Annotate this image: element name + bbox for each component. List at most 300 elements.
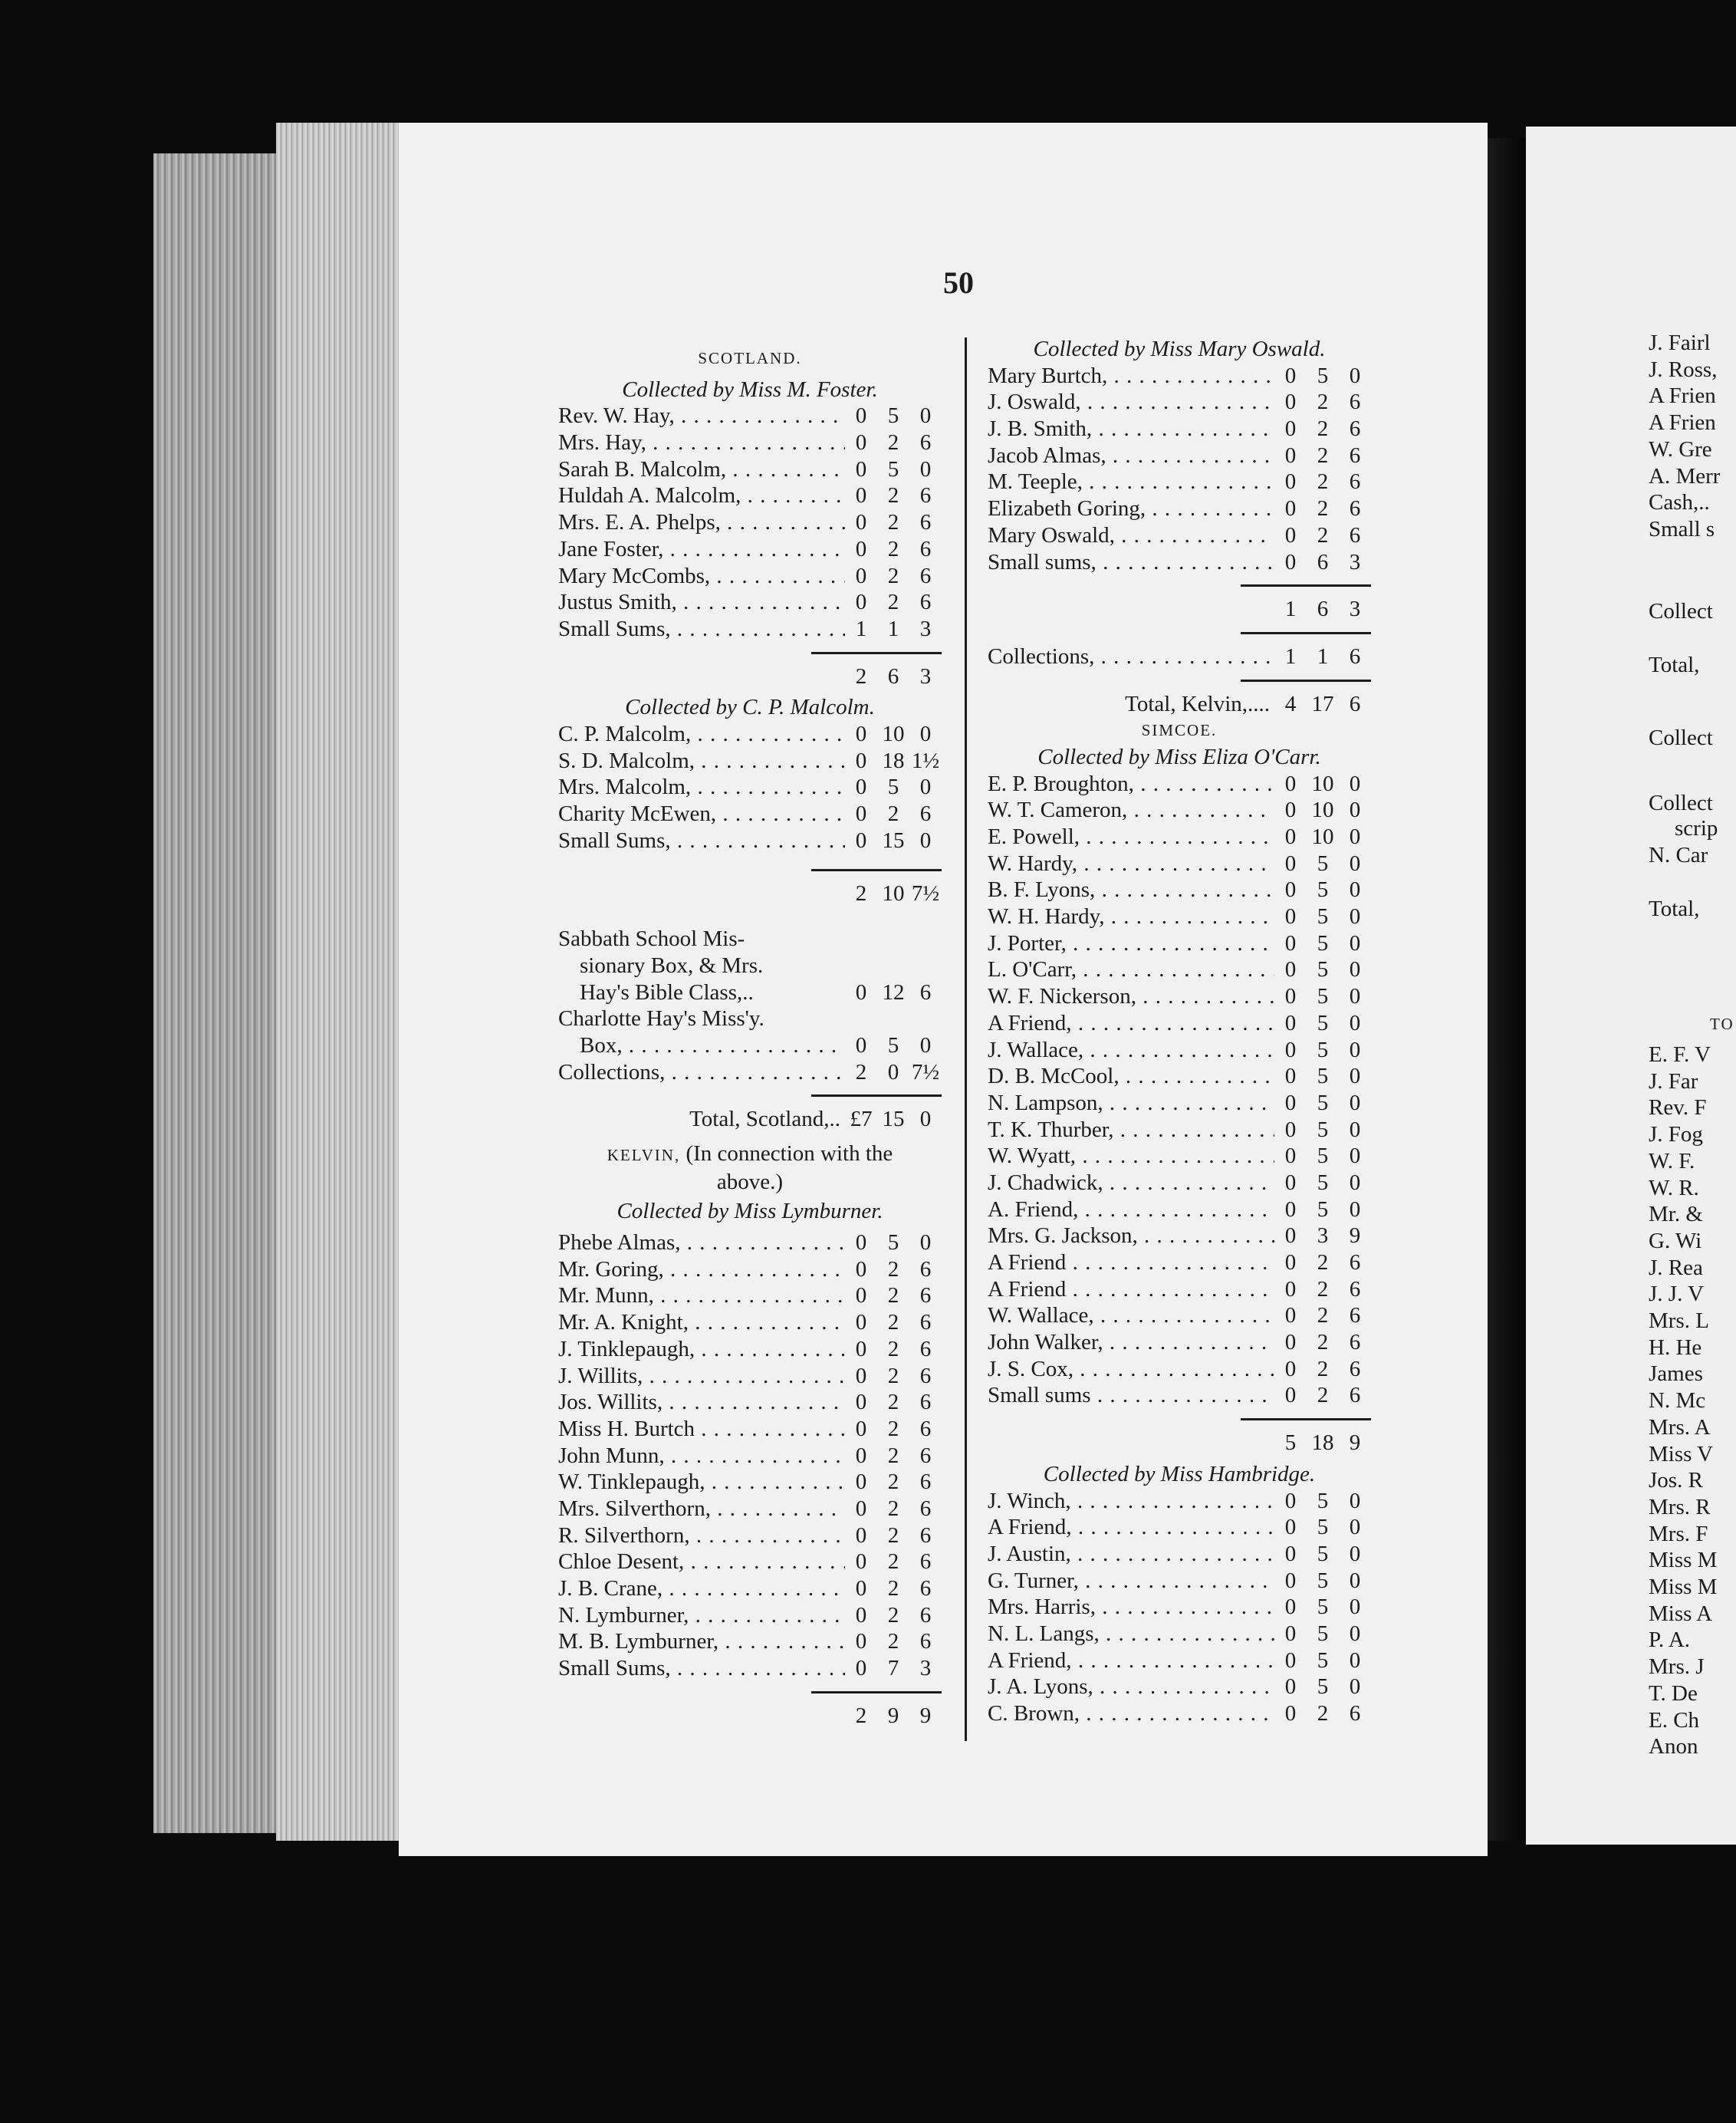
amount-l: 0 [855, 748, 867, 773]
contributor-name: A. Friend, . . . [988, 1196, 1274, 1223]
amount-l: 0 [855, 1230, 867, 1256]
entry-row [988, 1302, 1371, 1329]
cut-off-entry: A Frien [1649, 410, 1716, 436]
contributor-name: Mary Oswald, . . . [988, 522, 1274, 549]
amount-d: 0 [1349, 825, 1361, 850]
amount-s: 5 [1317, 1515, 1329, 1540]
amount-s: 2 [887, 1576, 899, 1601]
contributor-name: Sarah B. Malcolm, . . . [558, 456, 845, 483]
cut-off-entry: E. F. V [1649, 1042, 1711, 1067]
sabbath-school-entry: Sabbath School Mis- sionary Box, & Mrs. Hay's Bible Class,.. 0 12 6 [558, 927, 932, 1005]
entry-row [988, 389, 1371, 416]
collector-heading-foster: Collected by Miss M. Foster. [622, 377, 878, 402]
oswald-subtotal: 1 6 3 [1284, 597, 1361, 622]
right-collect-3: Collect [1649, 791, 1713, 815]
cut-off-entry: J. Rea [1649, 1255, 1703, 1280]
hambridge-list [988, 1488, 1371, 1727]
amount-s: 15 [882, 828, 905, 853]
entry-row [988, 983, 1371, 1010]
amount-l: 0 [1284, 469, 1297, 495]
subtotal-rule [811, 869, 942, 874]
amount-d: 6 [1349, 1276, 1361, 1302]
entry-row [558, 563, 942, 590]
amount-d: 0 [1349, 957, 1361, 983]
cut-off-entry: Miss A [1649, 1601, 1713, 1626]
entry-row [558, 1309, 942, 1336]
amount-d: 6 [919, 1283, 932, 1308]
cut-off-entry: N. Mc [1649, 1388, 1706, 1414]
right-collect-2: Collect [1649, 726, 1713, 750]
entry-row [558, 1256, 942, 1283]
contributor-name: Mr. Munn, . . . [558, 1282, 845, 1309]
contributor-name: J. Oswald, . . . [988, 389, 1274, 416]
amount-s: 2 [887, 1310, 899, 1335]
amount-s: 2 [887, 590, 899, 615]
amount-d: 0 [1349, 798, 1361, 823]
amount-d: 0 [1349, 1010, 1361, 1035]
total-rule [1241, 680, 1371, 685]
contributor-name: Jane Foster, . . . [558, 536, 845, 563]
contributor-name: G. Turner, . . . [988, 1568, 1274, 1595]
entry-row [988, 1063, 1371, 1090]
contributor-name: Miss H. Burtch . . . [558, 1416, 845, 1443]
amount-d: 3 [1349, 549, 1361, 574]
entry-row [988, 495, 1371, 522]
entry-row [558, 589, 942, 616]
entry-row [988, 1010, 1371, 1037]
amount-l: 0 [855, 1602, 867, 1628]
cut-off-entry: Mrs. J [1649, 1654, 1705, 1680]
amount-s: 5 [1317, 1196, 1329, 1222]
amount-s: 5 [1317, 1064, 1329, 1089]
contributor-name: W. F. Nickerson, . . . [988, 983, 1274, 1010]
amount-l: 0 [1284, 1330, 1297, 1355]
amount-s: 6 [1317, 549, 1329, 574]
amount-s: 2 [887, 1283, 899, 1308]
amount-l: 0 [1284, 1674, 1297, 1700]
contributor-name: Jos. Willits, . . . [558, 1389, 845, 1416]
entry-row [988, 363, 1371, 390]
amount-d: 0 [919, 456, 932, 482]
amount-s: 2 [887, 1629, 899, 1654]
entry-row [988, 1514, 1371, 1541]
cut-off-entry: Miss V [1649, 1441, 1714, 1466]
contributor-name: Small Sums, . . . [558, 1655, 845, 1682]
contributor-name: L. O'Carr, . . . [988, 956, 1274, 983]
entry-row [558, 509, 942, 536]
cut-off-entry: Miss M [1649, 1575, 1718, 1600]
entry-row [558, 1575, 942, 1602]
contributor-name: Justus Smith, . . . [558, 589, 845, 616]
amount-s: 2 [887, 1390, 899, 1415]
amount-d: 0 [1349, 904, 1361, 930]
amount-l: 0 [1284, 957, 1297, 983]
amount-l: 0 [855, 483, 867, 509]
amount-s: 2 [1317, 1383, 1329, 1408]
cut-off-entry: Mrs. A [1649, 1414, 1711, 1440]
right-collect-1: Collect [1649, 599, 1713, 624]
amount-l: 0 [855, 1310, 867, 1335]
foster-subtotal: 2 6 3 [855, 663, 932, 689]
contributor-name: Mrs. E. A. Phelps, . . . [558, 509, 845, 536]
amount-s: 2 [887, 1363, 899, 1388]
amount-l: 0 [1284, 1010, 1297, 1035]
entry-row [558, 1522, 942, 1549]
amount-l: 0 [855, 801, 867, 827]
cut-off-entry: J. Far [1649, 1068, 1698, 1094]
amount-l: 1 [855, 616, 867, 641]
amount-s: 10 [1311, 771, 1334, 796]
amount-d: 6 [1349, 1330, 1361, 1355]
contributor-name: Mary Burtch, . . . [988, 363, 1274, 390]
entry-row [558, 1389, 942, 1416]
amount-s: 2 [1317, 1330, 1329, 1355]
amount-d: 6 [919, 1602, 932, 1628]
entry-row [558, 456, 942, 483]
amount-l: 0 [1284, 930, 1297, 956]
contributor-name: Mary McCombs, . . . [558, 563, 845, 590]
amount-s: 5 [1317, 904, 1329, 930]
middle-column [988, 336, 1371, 1727]
cut-off-entry: Rev. F [1649, 1095, 1707, 1121]
amount-s: 2 [887, 1602, 899, 1628]
cut-off-entry: J. Fairl [1649, 331, 1711, 355]
amount-l: 0 [1284, 390, 1297, 415]
right-total-1: Total, [1649, 653, 1700, 677]
amount-s: 2 [887, 801, 899, 827]
collector-heading-lymburner: Collected by Miss Lymburner. [616, 1199, 883, 1224]
amount-s: 10 [882, 721, 905, 746]
cut-off-entry: Mrs. F [1649, 1521, 1708, 1546]
entry-row [988, 1249, 1371, 1276]
amount-l: 0 [855, 563, 867, 588]
amount-s: 2 [1317, 1250, 1329, 1275]
amount-s: 2 [1317, 1276, 1329, 1302]
amount-s: 5 [1317, 1010, 1329, 1035]
contributor-name: J. Willits, . . . [558, 1363, 845, 1390]
amount-l: 0 [855, 590, 867, 615]
malcolm-subtotal: 2 10 7½ [855, 881, 940, 907]
book-page-edges-inner [276, 123, 399, 1841]
entry-row [558, 1469, 942, 1496]
kelvin-collections: Collections, . . . 1 1 6 [988, 643, 1371, 670]
amount-d: 6 [919, 536, 932, 561]
amount-s: 5 [1317, 1117, 1329, 1142]
contributor-name: C. Brown, . . . [988, 1700, 1274, 1727]
contributor-name: C. P. Malcolm, . . . [558, 721, 845, 748]
amount-d: 6 [919, 1390, 932, 1415]
kelvin-heading-line2: above.) [716, 1169, 784, 1194]
contributor-name: J. B. Crane, . . . [558, 1575, 845, 1602]
contributor-name: W. Wallace, . . . [988, 1302, 1274, 1329]
amount-s: 5 [1317, 1568, 1329, 1593]
amount-s: 2 [1317, 522, 1329, 548]
collector-heading-malcolm: Collected by C. P. Malcolm. [625, 695, 875, 720]
amount-s: 2 [1317, 416, 1329, 442]
amount-l: 0 [855, 456, 867, 482]
amount-s: 2 [887, 1470, 899, 1495]
amount-s: 7 [887, 1656, 899, 1681]
amount-s: 2 [1317, 390, 1329, 415]
entry-row [988, 1196, 1371, 1223]
amount-s: 2 [1317, 1701, 1329, 1726]
amount-l: 0 [1284, 1223, 1297, 1249]
entry-row [558, 1602, 942, 1629]
subtotal-rule [1241, 1418, 1371, 1424]
amount-d: 6 [919, 1363, 932, 1388]
amount-d: 6 [919, 801, 932, 827]
amount-l: 0 [855, 1256, 867, 1282]
entry-row [988, 1223, 1371, 1249]
amount-s: 2 [887, 1443, 899, 1468]
amount-s: 5 [1317, 877, 1329, 903]
lymburner-subtotal: 2 9 9 [855, 1703, 932, 1728]
amount-d: 0 [1349, 1674, 1361, 1700]
amount-s: 5 [1317, 1647, 1329, 1673]
entry-row [988, 771, 1371, 798]
amount-s: 2 [887, 1336, 899, 1361]
entry-row [988, 1382, 1371, 1409]
contributor-name: J. Winch, . . . [988, 1488, 1274, 1515]
entry-row [558, 1229, 942, 1256]
amount-d: 0 [1349, 363, 1361, 388]
contributor-name: Jacob Almas, . . . [988, 443, 1274, 469]
entry-row [988, 1170, 1371, 1196]
ocarr-list [988, 771, 1371, 1410]
entry-row [558, 403, 942, 430]
amount-s: 2 [887, 1549, 899, 1575]
amount-l: 0 [1284, 1037, 1297, 1062]
amount-d: 6 [919, 1629, 932, 1654]
contributor-name: B. F. Lyons, . . . [988, 877, 1274, 904]
amount-l: 0 [1284, 416, 1297, 442]
contributor-name: A Friend, . . . [988, 1647, 1274, 1674]
amount-d: 3 [919, 1656, 932, 1681]
amount-l: 0 [1284, 1090, 1297, 1115]
entry-row [558, 536, 942, 563]
entry-row [988, 1647, 1371, 1674]
entry-row [988, 1143, 1371, 1170]
contributor-name: J. Chadwick, . . . [988, 1170, 1274, 1196]
amount-d: 6 [919, 483, 932, 509]
entry-row [988, 1700, 1371, 1727]
amount-l: 0 [1284, 798, 1297, 823]
amount-d: 6 [1349, 469, 1361, 495]
amount-l: 0 [1284, 443, 1297, 468]
amount-l: 0 [855, 1363, 867, 1388]
amount-d: 6 [919, 1336, 932, 1361]
amount-s: 3 [1317, 1223, 1329, 1249]
contributor-name: A Friend . . . [988, 1249, 1274, 1276]
amount-d: 6 [1349, 1303, 1361, 1328]
contributor-name: M. Teeple, . . . [988, 469, 1274, 495]
amount-d: 0 [1349, 771, 1361, 796]
amount-s: 2 [1317, 496, 1329, 522]
amount-s: 5 [887, 1230, 899, 1256]
entry-row [558, 430, 942, 456]
amount-d: 6 [1349, 522, 1361, 548]
amount-d: 0 [1349, 1117, 1361, 1142]
amount-l: 0 [1284, 1064, 1297, 1089]
contributor-name: W. Wyatt, . . . [988, 1143, 1274, 1170]
amount-l: 0 [1284, 1383, 1297, 1408]
amount-l: 0 [1284, 1621, 1297, 1646]
amount-l: 0 [855, 1390, 867, 1415]
entry-row [988, 877, 1371, 904]
entry-row [558, 1655, 942, 1682]
cut-off-entry: Anon [1649, 1734, 1698, 1759]
amount-d: 6 [919, 1549, 932, 1575]
amount-l: 0 [1284, 771, 1297, 796]
entry-row [988, 1594, 1371, 1621]
amount-d: 0 [1349, 1170, 1361, 1195]
amount-s: 2 [887, 430, 899, 456]
entry-row [988, 469, 1371, 495]
amount-l: 0 [855, 1416, 867, 1441]
contributor-name: D. B. McCool, . . . [988, 1063, 1274, 1090]
entry-row [988, 1674, 1371, 1700]
cut-off-entry: Small s [1649, 516, 1715, 541]
amount-d: 6 [919, 430, 932, 456]
subtotal-rule [1241, 584, 1371, 590]
amount-s: 2 [887, 1416, 899, 1441]
contributor-name: John Munn, . . . [558, 1443, 845, 1470]
cut-off-entry: Mrs. L [1649, 1308, 1709, 1334]
amount-d: 6 [1349, 1701, 1361, 1726]
contributor-name: W. T. Cameron, . . . [988, 797, 1274, 824]
column-separator [965, 337, 967, 1741]
entry-row [558, 1443, 942, 1470]
foster-list [558, 403, 942, 642]
amount-d: 0 [1349, 1621, 1361, 1646]
amount-d: 3 [919, 616, 932, 641]
contributor-name: John Walker, . . . [988, 1329, 1274, 1356]
right-bottom-list [1649, 1042, 1717, 1760]
cut-off-entry: Miss M [1649, 1548, 1718, 1573]
amount-l: 0 [855, 1470, 867, 1495]
entry-row [988, 824, 1371, 851]
cut-off-entry: Mr. & [1649, 1202, 1703, 1227]
amount-l: 0 [1284, 496, 1297, 522]
amount-l: 0 [1284, 1595, 1297, 1620]
amount-s: 5 [1317, 1541, 1329, 1566]
right-heading: TO [1710, 1015, 1734, 1033]
left-column [558, 345, 942, 1729]
amount-d: 0 [919, 775, 932, 800]
contributor-name: J. A. Lyons, . . . [988, 1674, 1274, 1700]
entry-row [988, 797, 1371, 824]
amount-l: 0 [1284, 1303, 1297, 1328]
amount-l: 0 [855, 1496, 867, 1521]
amount-l: 0 [855, 721, 867, 746]
amount-l: 0 [1284, 1647, 1297, 1673]
amount-d: 0 [1349, 1090, 1361, 1115]
entry-row [988, 1621, 1371, 1647]
entry-row [988, 1329, 1371, 1356]
amount-d: 6 [919, 1256, 932, 1282]
contributor-name: A Friend, . . . [988, 1010, 1274, 1037]
right-ncar: N. Car [1649, 843, 1708, 867]
amount-s: 2 [1317, 443, 1329, 468]
right-page-fragments [1649, 330, 1720, 543]
contributor-name: Mr. Goring, . . . [558, 1256, 845, 1283]
amount-d: 9 [1349, 1223, 1361, 1249]
amount-d: 6 [1349, 496, 1361, 522]
cut-off-entry: W. R. [1649, 1175, 1699, 1200]
amount-d: 6 [919, 1576, 932, 1601]
contributor-name: Mrs. Silverthorn, . . . [558, 1496, 845, 1522]
amount-s: 5 [1317, 1170, 1329, 1195]
entry-row [988, 1276, 1371, 1303]
ocarr-subtotal: 5 18 9 [1284, 1430, 1361, 1456]
amount-l: 0 [855, 403, 867, 429]
oswald-list [988, 363, 1371, 576]
section-heading-scotland: SCOTLAND. [698, 349, 802, 367]
entry-row [558, 721, 942, 748]
entry-row [558, 1628, 942, 1655]
entry-row [558, 774, 942, 801]
entry-row [558, 1549, 942, 1575]
contributor-name: E. P. Broughton, . . . [988, 771, 1274, 798]
contributor-name: Mrs. G. Jackson, . . . [988, 1223, 1274, 1249]
scotland-collections: Collections, . . . 2 0 7½ [558, 1059, 942, 1086]
contributor-name: J. Tinklepaugh, . . . [558, 1336, 845, 1363]
amount-d: 6 [919, 590, 932, 615]
amount-l: 0 [855, 1576, 867, 1601]
contributor-name: Charity McEwen, . . . [558, 801, 845, 828]
contributor-name: J. Austin, . . . [988, 1541, 1274, 1568]
amount-l: 0 [855, 430, 867, 456]
cut-off-entry: A Frien [1649, 383, 1716, 409]
amount-l: 0 [855, 1336, 867, 1361]
contributor-name: J. Wallace, . . . [988, 1037, 1274, 1064]
entry-row [988, 549, 1371, 576]
cut-off-entry: Cash,.. [1649, 490, 1710, 515]
amount-d: 0 [1349, 984, 1361, 1009]
amount-s: 5 [887, 456, 899, 482]
subtotal-rule [811, 652, 942, 657]
contributor-name: Mrs. Hay, . . . [558, 430, 845, 456]
amount-l: 0 [1284, 1144, 1297, 1169]
amount-l: 0 [855, 775, 867, 800]
collector-heading-hambridge: Collected by Miss Hambridge. [1043, 1461, 1316, 1486]
amount-s: 5 [1317, 1144, 1329, 1169]
contributor-name: A Friend . . . [988, 1276, 1274, 1303]
amount-l: 0 [855, 536, 867, 561]
entry-row [558, 748, 942, 775]
amount-l: 0 [1284, 877, 1297, 903]
cut-off-entry: J. Ross, [1649, 357, 1718, 382]
amount-s: 2 [887, 510, 899, 535]
amount-s: 1 [887, 616, 899, 641]
contributor-name: N. Lymburner, . . . [558, 1602, 845, 1629]
amount-s: 5 [1317, 930, 1329, 956]
amount-s: 5 [1317, 851, 1329, 876]
collector-heading-ocarr: Collected by Miss Eliza O'Carr. [1037, 744, 1321, 769]
amount-d: 6 [919, 1522, 932, 1548]
collector-heading-oswald: Collected by Miss Mary Oswald. [1033, 337, 1326, 361]
cut-off-entry: P. A. [1649, 1628, 1691, 1653]
charlotte-hay-entry: Charlotte Hay's Miss'y. Box, . . . 0 5 0 [558, 1006, 942, 1058]
amount-d: 0 [1349, 1064, 1361, 1089]
contributor-name: S. D. Malcolm, . . . [558, 748, 845, 775]
amount-l: 0 [1284, 984, 1297, 1009]
right-total-2: Total, [1649, 897, 1700, 921]
amount-l: 0 [855, 1549, 867, 1575]
cut-off-entry: G. Wi [1649, 1228, 1702, 1253]
amount-s: 5 [1317, 957, 1329, 983]
contributor-name: W. Tinklepaugh, . . . [558, 1469, 845, 1496]
